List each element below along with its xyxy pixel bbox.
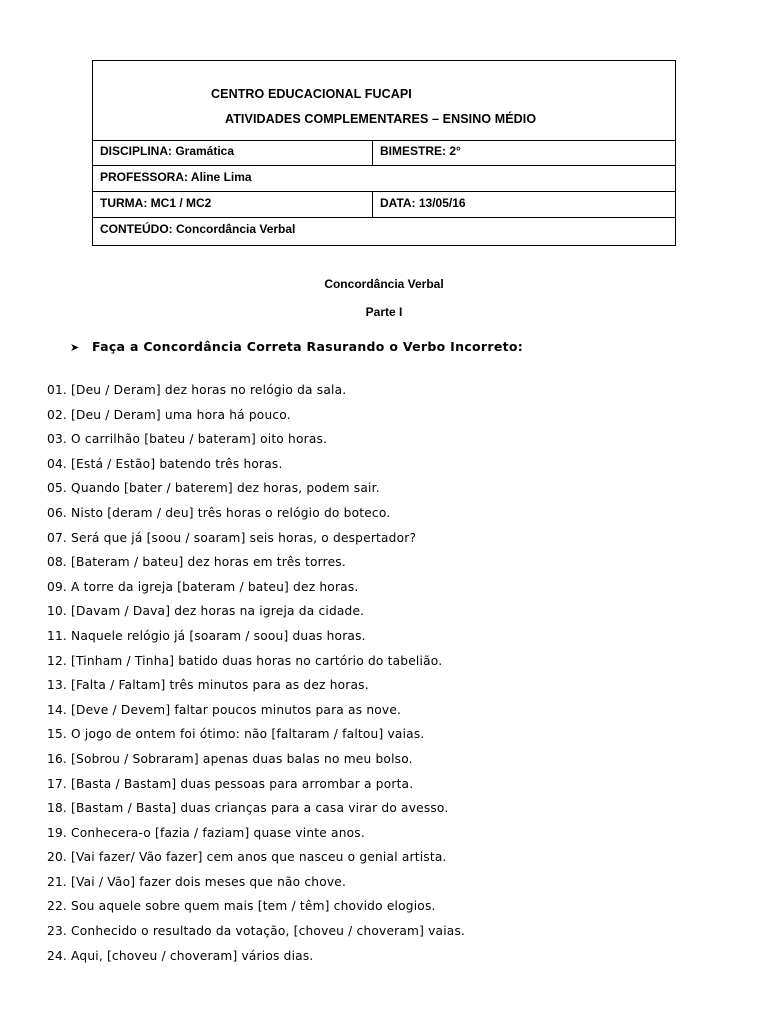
professora-cell: PROFESSORA: Aline Lima: [100, 170, 252, 184]
list-item: 01. [Deu / Deram] dez horas no relógio da sala.: [47, 383, 347, 397]
bimestre-cell: BIMESTRE: 2°: [372, 140, 675, 165]
document-title: Concordância Verbal: [324, 277, 444, 291]
list-item: 08. [Bateram / bateu] dez horas em três torres.: [47, 555, 346, 570]
data-cell: DATA: 13/05/16: [372, 192, 675, 217]
turma-cell: TURMA: MC1 / MC2: [100, 196, 212, 210]
header-row-turma: [93, 192, 675, 218]
list-item: 19. Conhecera-o [fazia / faziam] quase vinte anos.: [47, 825, 365, 840]
header-row-professora: [93, 166, 675, 192]
question-list: [47, 380, 465, 970]
arrow-bullet-icon: ➤: [70, 341, 80, 354]
list-item: 11. Naquele relógio já [soaram / soou] duas horas.: [47, 628, 366, 643]
list-item: 22. Sou aquele sobre quem mais [tem / têm] chovido elogios.: [47, 899, 436, 914]
disciplina-cell: DISCIPLINA: Gramática: [100, 144, 235, 158]
list-item: 12. [Tinham / Tinha] batido duas horas no cartório do tabelião.: [47, 653, 443, 668]
list-item: 06. Nisto [deram / deu] três horas o relógio do boteco.: [47, 505, 391, 520]
header-title-block: [93, 61, 675, 141]
list-item: 13. [Falta / Faltam] três minutos para as dez horas.: [47, 678, 369, 693]
list-item: 03. O carrilhão [bateu / bateram] oito horas.: [47, 432, 328, 447]
header-table: [92, 60, 676, 246]
header-row-conteudo: [93, 218, 675, 244]
conteudo-cell: CONTEÚDO: Concordância Verbal: [100, 222, 296, 236]
instruction-text: Faça a Concordância Correta Rasurando o Verbo Incorreto:: [92, 339, 524, 354]
list-item: 16. [Sobrou / Sobraram] apenas duas balas no meu bolso.: [47, 751, 413, 766]
instruction: [70, 339, 523, 354]
header-row-disciplina: [93, 140, 675, 166]
part-title: Parte I: [365, 305, 403, 319]
list-item: 23. Conhecido o resultado da votação, [choveu / choveram] vaias.: [47, 924, 466, 939]
list-item: 15. O jogo de ontem foi ótimo: não [faltaram / faltou] vaias.: [47, 727, 425, 742]
activities-title: ATIVIDADES COMPLEMENTARES – ENSINO MÉDIO: [225, 112, 537, 126]
list-item: 07. Será que já [soou / soaram] seis horas, o despertador?: [47, 530, 417, 545]
school-name: CENTRO EDUCACIONAL FUCAPI: [211, 87, 412, 101]
list-item: 17. [Basta / Bastam] duas pessoas para arrombar a porta.: [47, 776, 414, 791]
list-item: 24. Aqui, [choveu / choveram] vários dias.: [47, 948, 314, 963]
list-item: 21. [Vai / Vão] fazer dois meses que não chove.: [47, 874, 347, 889]
list-item: 10. [Davam / Dava] dez horas na igreja da cidade.: [47, 604, 365, 619]
list-item: 05. Quando [bater / baterem] dez horas, podem sair.: [47, 481, 380, 496]
list-item: 02. [Deu / Deram] uma hora há pouco.: [47, 407, 291, 422]
list-item: 09. A torre da igreja [bateram / bateu] dez horas.: [47, 579, 359, 594]
list-item: 20. [Vai fazer/ Vão fazer] cem anos que nasceu o genial artista.: [47, 850, 447, 865]
list-item: 18. [Bastam / Basta] duas crianças para a casa virar do avesso.: [47, 801, 449, 816]
list-item: 04. [Está / Estão] batendo três horas.: [47, 456, 283, 471]
list-item: 14. [Deve / Devem] faltar poucos minutos para as nove.: [47, 702, 402, 717]
